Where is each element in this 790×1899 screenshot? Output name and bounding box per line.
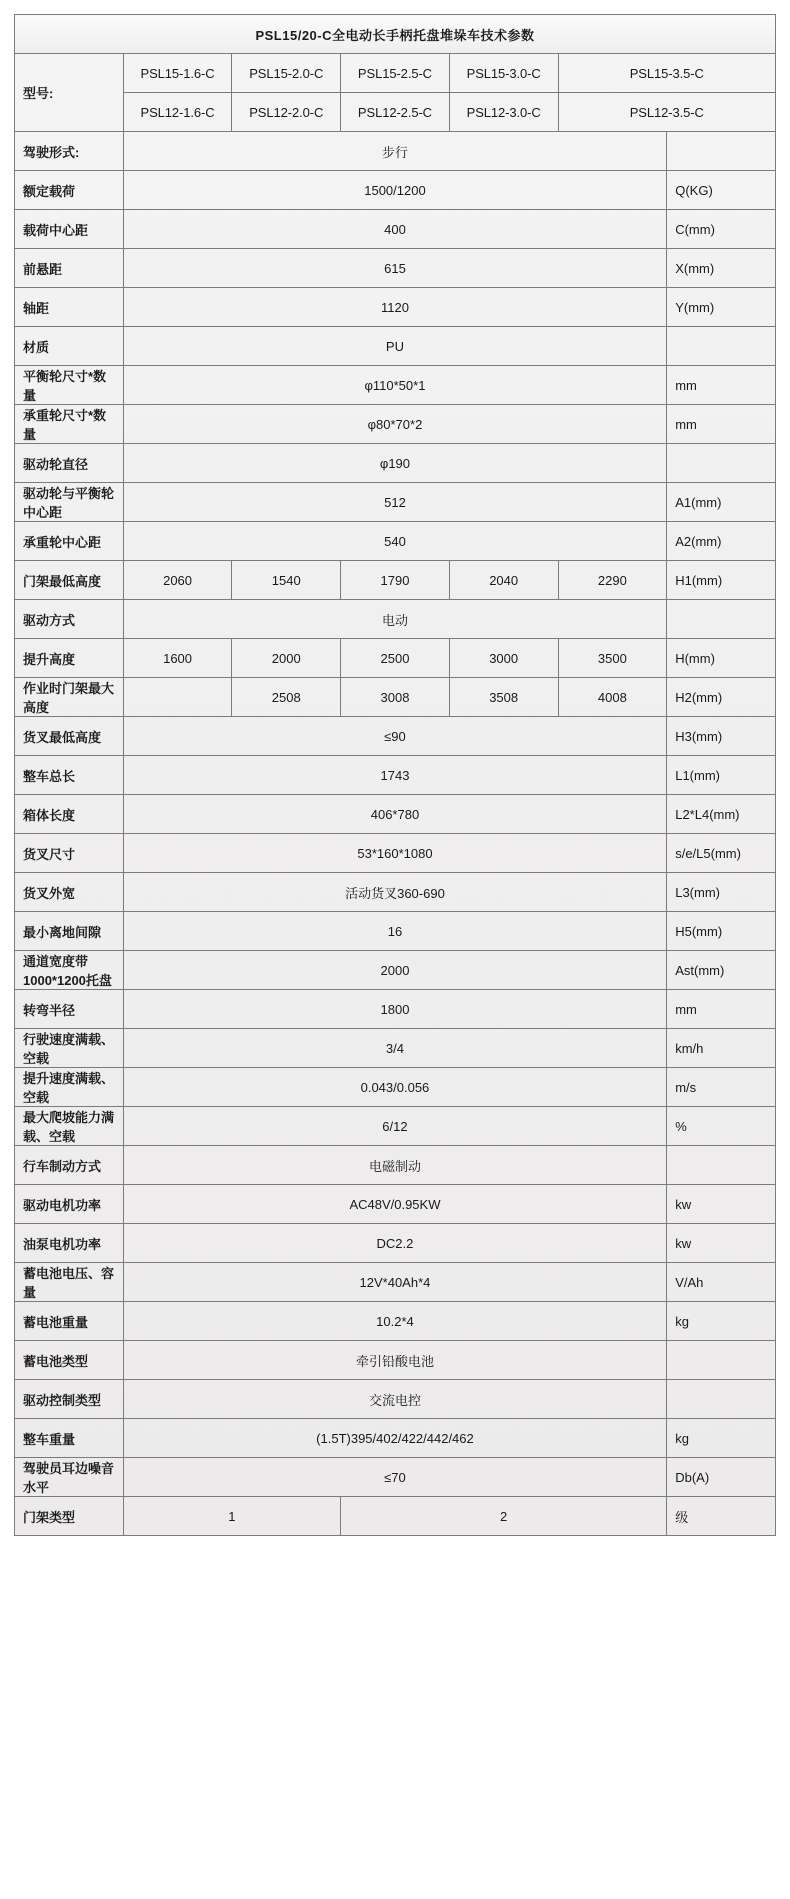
- table-row: [15, 1380, 776, 1419]
- row-unit: [667, 1380, 776, 1419]
- model-cell: PSL15-3.5-C: [558, 54, 775, 93]
- table-row: [15, 210, 776, 249]
- row-label: 驱动轮与平衡轮中心距: [15, 483, 124, 522]
- row-label: 油泵电机功率: [15, 1224, 124, 1263]
- row-unit: [667, 444, 776, 483]
- row-label: 载荷中心距: [15, 210, 124, 249]
- row-label: 最小离地间隙: [15, 912, 124, 951]
- row-label: 提升速度满载、空载: [15, 1068, 124, 1107]
- model-row-1: [15, 54, 776, 93]
- row-value: 电磁制动: [123, 1146, 667, 1185]
- row-label: 驱动方式: [15, 600, 124, 639]
- row-unit: Db(A): [667, 1458, 776, 1497]
- row-label: 整车总长: [15, 756, 124, 795]
- row-value: 0.043/0.056: [123, 1068, 667, 1107]
- row-value: 406*780: [123, 795, 667, 834]
- row-label: 门架类型: [15, 1497, 124, 1536]
- row-label: 承重轮中心距: [15, 522, 124, 561]
- table-row: [15, 1068, 776, 1107]
- row-value: φ190: [123, 444, 667, 483]
- row-label: 行驶速度满载、空载: [15, 1029, 124, 1068]
- row-value: 16: [123, 912, 667, 951]
- row-value: ≤70: [123, 1458, 667, 1497]
- row-value-cell: 2290: [558, 561, 667, 600]
- row-value: (1.5T)395/402/422/442/462: [123, 1419, 667, 1458]
- row-unit: A1(mm): [667, 483, 776, 522]
- row-value: φ110*50*1: [123, 366, 667, 405]
- row-unit: 级: [667, 1497, 776, 1536]
- row-unit: kw: [667, 1224, 776, 1263]
- table-row: [15, 1419, 776, 1458]
- row-unit: kg: [667, 1419, 776, 1458]
- row-label: 轴距: [15, 288, 124, 327]
- row-label: 材质: [15, 327, 124, 366]
- table-row: [15, 288, 776, 327]
- row-unit: m/s: [667, 1068, 776, 1107]
- spec-table-body: [15, 15, 776, 1536]
- row-unit: Y(mm): [667, 288, 776, 327]
- table-row: [15, 1341, 776, 1380]
- row-value-cell: 2000: [232, 639, 341, 678]
- model-cell: PSL12-2.0-C: [232, 93, 341, 132]
- row-unit: km/h: [667, 1029, 776, 1068]
- table-row: [15, 249, 776, 288]
- row-label: 驱动轮直径: [15, 444, 124, 483]
- model-cell: PSL12-3.0-C: [449, 93, 558, 132]
- model-cell: PSL12-3.5-C: [558, 93, 775, 132]
- row-label: 承重轮尺寸*数量: [15, 405, 124, 444]
- row-label: 蓄电池重量: [15, 1302, 124, 1341]
- row-unit: H5(mm): [667, 912, 776, 951]
- row-unit: [667, 600, 776, 639]
- table-row: [15, 561, 776, 600]
- row-label: 驱动电机功率: [15, 1185, 124, 1224]
- table-row: [15, 1146, 776, 1185]
- row-unit: mm: [667, 990, 776, 1029]
- row-value: AC48V/0.95KW: [123, 1185, 667, 1224]
- row-label: 驾驶员耳边噪音水平: [15, 1458, 124, 1497]
- table-row: [15, 873, 776, 912]
- page-title: PSL15/20-C全电动长手柄托盘堆垛车技术参数: [15, 15, 776, 54]
- row-label: 转弯半径: [15, 990, 124, 1029]
- row-label: 平衡轮尺寸*数量: [15, 366, 124, 405]
- row-value: 电动: [123, 600, 667, 639]
- table-row: [15, 1029, 776, 1068]
- row-value: 53*160*1080: [123, 834, 667, 873]
- table-row: [15, 1458, 776, 1497]
- model-cell: PSL15-2.5-C: [341, 54, 450, 93]
- row-value: 牵引铅酸电池: [123, 1341, 667, 1380]
- row-value-cell: 3500: [558, 639, 667, 678]
- row-value-cell: 2060: [123, 561, 232, 600]
- row-value-cell: 3000: [449, 639, 558, 678]
- row-unit: mm: [667, 366, 776, 405]
- row-value-cell: 2500: [341, 639, 450, 678]
- row-unit: L2*L4(mm): [667, 795, 776, 834]
- row-label: 货叉尺寸: [15, 834, 124, 873]
- table-row: [15, 405, 776, 444]
- row-value: 6/12: [123, 1107, 667, 1146]
- table-row: [15, 1302, 776, 1341]
- row-unit: Q(KG): [667, 171, 776, 210]
- row-unit: [667, 132, 776, 171]
- row-value: 1500/1200: [123, 171, 667, 210]
- row-value: 615: [123, 249, 667, 288]
- table-row: [15, 834, 776, 873]
- title-row: [15, 15, 776, 54]
- row-value: 交流电控: [123, 1380, 667, 1419]
- row-value: 1800: [123, 990, 667, 1029]
- row-label: 货叉最低高度: [15, 717, 124, 756]
- table-row: [15, 678, 776, 717]
- row-value: 512: [123, 483, 667, 522]
- table-row: [15, 1497, 776, 1536]
- row-unit: X(mm): [667, 249, 776, 288]
- table-row: [15, 951, 776, 990]
- table-row: [15, 756, 776, 795]
- table-row: [15, 444, 776, 483]
- row-label: 作业时门架最大高度: [15, 678, 124, 717]
- row-value: 活动货叉360-690: [123, 873, 667, 912]
- row-label: 门架最低高度: [15, 561, 124, 600]
- table-row: [15, 990, 776, 1029]
- row-label: 提升高度: [15, 639, 124, 678]
- row-value-cell: 3008: [341, 678, 450, 717]
- table-row: [15, 1185, 776, 1224]
- row-label: 前悬距: [15, 249, 124, 288]
- row-value: φ80*70*2: [123, 405, 667, 444]
- row-unit: [667, 1341, 776, 1380]
- table-row: [15, 639, 776, 678]
- row-unit: kw: [667, 1185, 776, 1224]
- row-value: ≤90: [123, 717, 667, 756]
- row-label: 最大爬坡能力满载、空载: [15, 1107, 124, 1146]
- row-unit: C(mm): [667, 210, 776, 249]
- row-unit: kg: [667, 1302, 776, 1341]
- row-value-cell: 2040: [449, 561, 558, 600]
- row-value: 3/4: [123, 1029, 667, 1068]
- model-row-2: [15, 93, 776, 132]
- row-value: 2000: [123, 951, 667, 990]
- row-value-cell: 2: [341, 1497, 667, 1536]
- row-unit: H3(mm): [667, 717, 776, 756]
- table-row: [15, 366, 776, 405]
- table-row: [15, 717, 776, 756]
- row-value: 1120: [123, 288, 667, 327]
- model-cell: PSL15-1.6-C: [123, 54, 232, 93]
- row-value-cell: 1540: [232, 561, 341, 600]
- model-cell: PSL15-2.0-C: [232, 54, 341, 93]
- row-label: 额定载荷: [15, 171, 124, 210]
- row-unit: H2(mm): [667, 678, 776, 717]
- row-value-cell: 3508: [449, 678, 558, 717]
- row-unit: [667, 327, 776, 366]
- row-label: 驱动控制类型: [15, 1380, 124, 1419]
- model-cell: PSL12-1.6-C: [123, 93, 232, 132]
- row-unit: L1(mm): [667, 756, 776, 795]
- table-row: [15, 600, 776, 639]
- row-unit: [667, 1146, 776, 1185]
- row-value: 12V*40Ah*4: [123, 1263, 667, 1302]
- row-value-cell: 1790: [341, 561, 450, 600]
- row-value-cell: 1: [123, 1497, 340, 1536]
- row-label: 货叉外宽: [15, 873, 124, 912]
- model-cell: PSL15-3.0-C: [449, 54, 558, 93]
- row-unit: A2(mm): [667, 522, 776, 561]
- row-label: 蓄电池类型: [15, 1341, 124, 1380]
- table-row: [15, 522, 776, 561]
- row-value: 步行: [123, 132, 667, 171]
- row-unit: L3(mm): [667, 873, 776, 912]
- row-value: PU: [123, 327, 667, 366]
- row-unit: V/Ah: [667, 1263, 776, 1302]
- model-cell: PSL12-2.5-C: [341, 93, 450, 132]
- row-value: 10.2*4: [123, 1302, 667, 1341]
- row-label: 整车重量: [15, 1419, 124, 1458]
- row-unit: H(mm): [667, 639, 776, 678]
- table-row: [15, 132, 776, 171]
- table-row: [15, 327, 776, 366]
- row-value: 1743: [123, 756, 667, 795]
- table-row: [15, 1224, 776, 1263]
- table-row: [15, 1263, 776, 1302]
- table-row: [15, 171, 776, 210]
- spec-table: [14, 14, 776, 1536]
- row-label: 蓄电池电压、容量: [15, 1263, 124, 1302]
- row-value-cell: 2508: [232, 678, 341, 717]
- row-unit: %: [667, 1107, 776, 1146]
- row-unit: mm: [667, 405, 776, 444]
- table-row: [15, 912, 776, 951]
- table-row: [15, 1107, 776, 1146]
- row-unit: Ast(mm): [667, 951, 776, 990]
- row-value: 540: [123, 522, 667, 561]
- row-label: 箱体长度: [15, 795, 124, 834]
- row-unit: H1(mm): [667, 561, 776, 600]
- row-label: 行车制动方式: [15, 1146, 124, 1185]
- table-row: [15, 483, 776, 522]
- row-value-cell: [123, 678, 232, 717]
- row-value-cell: 4008: [558, 678, 667, 717]
- model-label: 型号:: [15, 54, 124, 132]
- row-unit: s/e/L5(mm): [667, 834, 776, 873]
- row-value: 400: [123, 210, 667, 249]
- table-row: [15, 795, 776, 834]
- row-value: DC2.2: [123, 1224, 667, 1263]
- row-label: 通道宽度带1000*1200托盘: [15, 951, 124, 990]
- row-label: 驾驶形式:: [15, 132, 124, 171]
- row-value-cell: 1600: [123, 639, 232, 678]
